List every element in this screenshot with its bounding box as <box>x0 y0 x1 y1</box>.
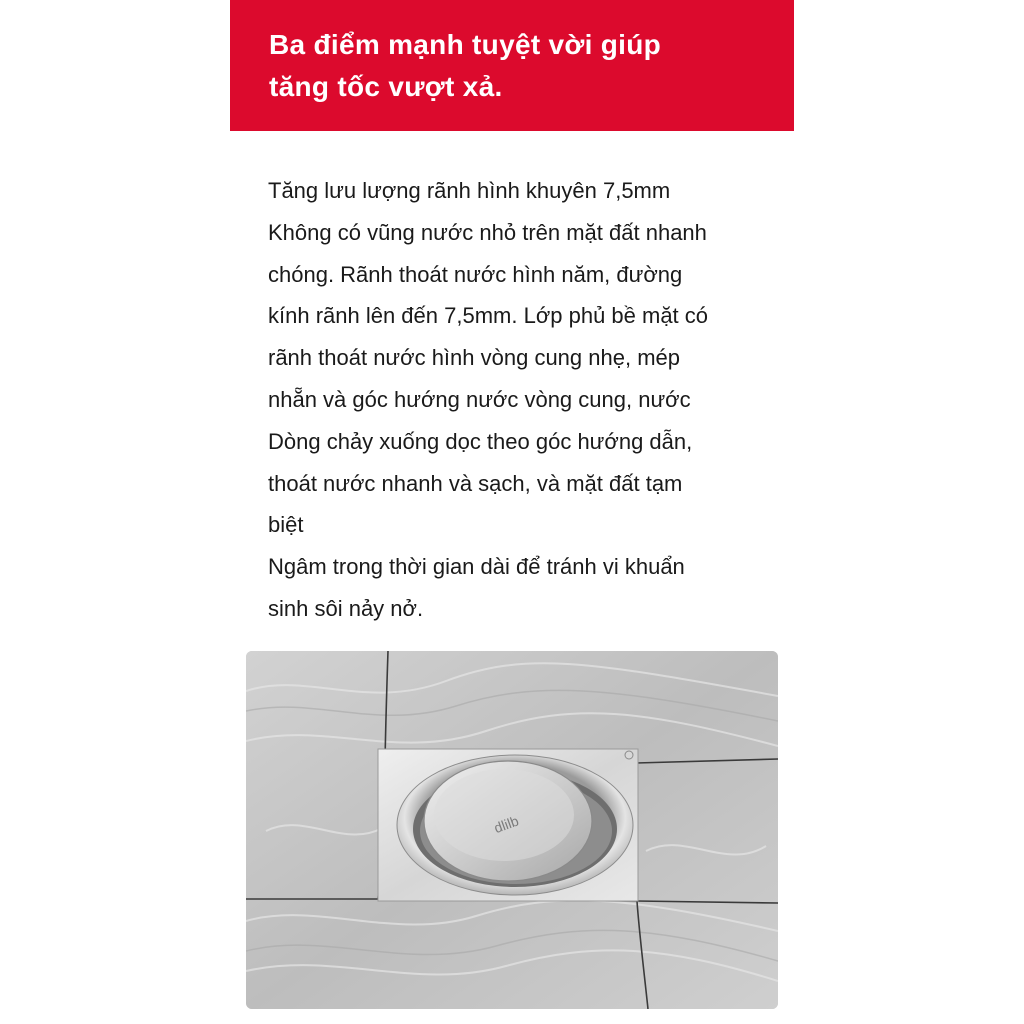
feature-description <box>268 170 798 630</box>
description-line: Ngâm trong thời gian dài để tránh vi khuẩn <box>268 554 685 580</box>
description-line: biệt <box>268 512 304 538</box>
description-line: rãnh thoát nước hình vòng cung nhẹ, mép <box>268 345 680 371</box>
floor-drain-illustration <box>246 651 778 1009</box>
headline-line-1: Ba điểm mạnh tuyệt vời giúp <box>269 29 662 60</box>
headline-line-2: tăng tốc vượt xả. <box>269 71 503 102</box>
headline-title <box>269 24 769 108</box>
description-line: Dòng chảy xuống dọc theo góc hướng dẫn, <box>268 428 693 454</box>
description-line: sinh sôi nảy nở. <box>268 595 424 621</box>
description-line: Không có vũng nước nhỏ trên mặt đất nhanh <box>268 219 707 245</box>
description-line: chóng. Rãnh thoát nước hình năm, đường <box>268 261 683 287</box>
description-line: Tăng lưu lượng rãnh hình khuyên 7,5mm <box>268 178 671 203</box>
drain-logo: dlilb <box>491 812 521 837</box>
plate-screw <box>625 751 633 759</box>
description-line: thoát nước nhanh và sạch, và mặt đất tạm <box>268 470 683 496</box>
description-line: nhẵn và góc hướng nước vòng cung, nước <box>268 386 691 412</box>
headline-banner <box>230 0 794 131</box>
floor-drain-photo <box>246 651 778 1009</box>
description-line: kính rãnh lên đến 7,5mm. Lớp phủ bề mặt có <box>268 303 709 329</box>
